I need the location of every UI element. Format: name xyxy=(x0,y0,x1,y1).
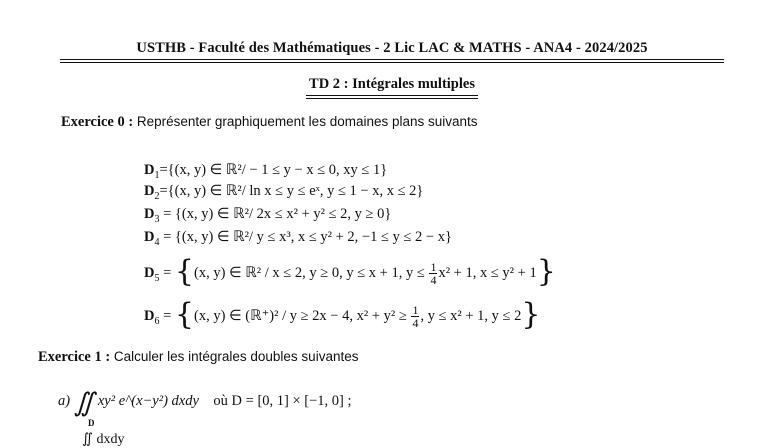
domain-d4-name: $D_4$ xyxy=(144,229,160,248)
exercise-1-item-a xyxy=(58,388,352,428)
domain-d3-body: = {(x, y) ∈ ℝ²/ 2x ≤ x² + y² ≤ 2, y ≥ 0} xyxy=(159,206,392,222)
left-brace-icon: { xyxy=(174,297,195,332)
domain-d5-fraction: $\frac{1}{4}$ xyxy=(430,260,437,288)
header-rule-bottom xyxy=(60,62,724,63)
item-a-letter: a) xyxy=(58,393,71,409)
right-brace-icon: } xyxy=(536,254,556,289)
domain-d3-name: $D_3$ xyxy=(144,206,160,225)
domain-d3 xyxy=(144,206,391,225)
domain-d1-body: ={(x, y) ∈ ℝ²/ − 1 ≤ y − x ≤ 0, xy ≤ 1} xyxy=(159,162,388,178)
exercise-0 xyxy=(61,114,478,131)
domain-d4-body: = {(x, y) ∈ ℝ²/ y ≤ x³, x ≤ y² + 2, −1 ≤ y ≤ 2 − x} xyxy=(159,229,452,245)
page-header: USTHB - Faculté des Mathématiques - 2 Lic LAC & MATHS - ANA4 - 2024/2025 xyxy=(136,40,648,56)
domain-d1 xyxy=(144,162,387,181)
domain-d5-name: $D_5$ xyxy=(144,265,160,284)
domain-d6-right: , y ≤ x² + 1, y ≤ 2 xyxy=(420,308,522,324)
domain-d5-right: x² + 1, x ≤ y² + 1 xyxy=(438,265,537,281)
right-brace-icon: } xyxy=(521,297,541,332)
double-integral-icon: ∬ xyxy=(73,388,95,417)
exercise-1-statement: Calculer les intégrales doubles suivantes xyxy=(113,349,359,364)
item-a-integrand: xy² e^(x−y²) dxdy xyxy=(97,393,199,409)
domain-d6-eq: = xyxy=(159,308,175,324)
domain-d1-name: $D_1$ xyxy=(144,162,160,181)
exercise-0-label: Exercice 0 : xyxy=(61,114,134,130)
domain-d5 xyxy=(144,254,556,289)
left-brace-icon: { xyxy=(174,254,195,289)
domain-d6-left: (x, y) ∈ (ℝ⁺)² / y ≥ 2x − 4, x² + y² ≥ xyxy=(194,308,411,324)
domain-d6-name: $D_6$ xyxy=(144,308,160,327)
header-rule-top xyxy=(60,59,724,60)
exercise-0-statement: Représenter graphiquement les domaines plans suivants xyxy=(136,114,478,129)
td-title-text: TD 2 : Intégrales multiples xyxy=(306,76,478,96)
domain-d4 xyxy=(144,229,452,248)
domain-d6 xyxy=(144,297,541,332)
item-a-region-label: D xyxy=(88,418,95,428)
domain-d2 xyxy=(144,183,423,202)
item-a-condition: où D = [0, 1] × [−1, 0] ; xyxy=(213,393,352,409)
exercise-1-item-b-partial: ∬ dxdy xyxy=(82,432,125,447)
td-title xyxy=(0,76,784,96)
domain-d5-eq: = xyxy=(159,265,175,281)
exercise-1 xyxy=(38,349,358,366)
domain-d2-name: $D_2$ xyxy=(144,183,160,202)
domain-d2-body: ={(x, y) ∈ ℝ²/ ln x ≤ y ≤ eˣ, y ≤ 1 − x, x ≤ 2} xyxy=(159,183,424,199)
exercise-1-label: Exercice 1 : xyxy=(38,349,111,365)
domain-d6-fraction: $\frac{1}{4}$ xyxy=(412,303,419,331)
domain-d5-left: (x, y) ∈ ℝ² / x ≤ 2, y ≥ 0, y ≤ x + 1, y ≤ xyxy=(194,265,429,281)
